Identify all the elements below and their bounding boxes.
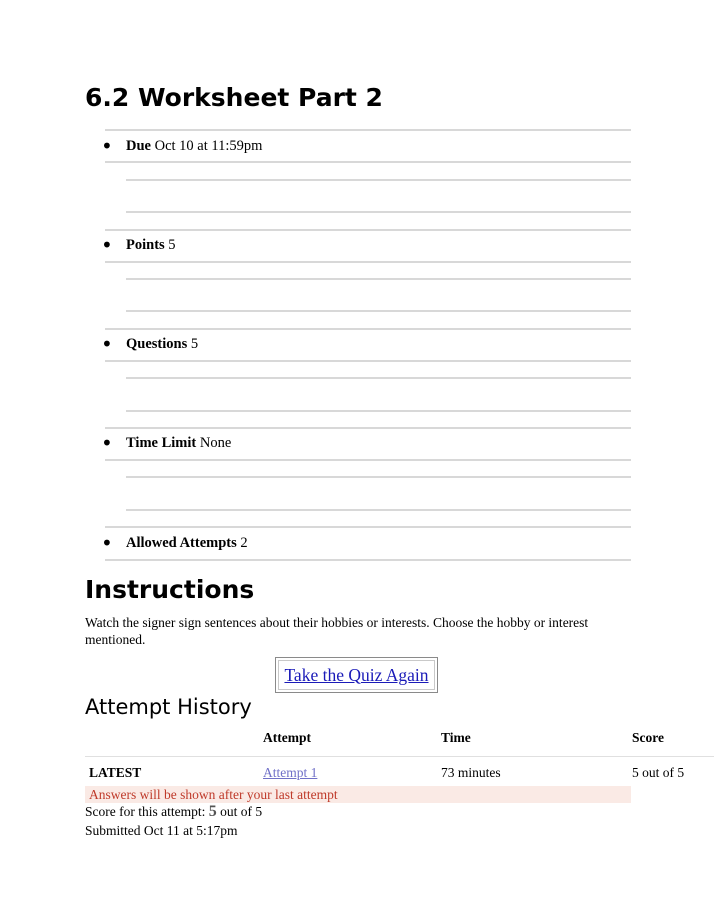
divider xyxy=(126,509,631,511)
divider xyxy=(105,427,631,429)
instructions-heading: Instructions xyxy=(85,575,255,604)
divider xyxy=(126,410,631,412)
divider xyxy=(105,526,631,528)
divider xyxy=(105,459,631,461)
divider xyxy=(126,278,631,280)
points-value: 5 xyxy=(168,237,176,253)
attempts-value: 2 xyxy=(240,535,248,551)
divider xyxy=(126,310,631,312)
questions-value: 5 xyxy=(190,336,199,352)
points-label: Points xyxy=(126,237,165,253)
bullet-icon: • xyxy=(101,233,113,257)
table-divider xyxy=(85,756,714,757)
bullet-icon: • xyxy=(101,531,113,555)
points-detail xyxy=(126,236,176,254)
divider xyxy=(105,161,631,163)
divider xyxy=(126,476,631,478)
divider xyxy=(126,179,631,181)
instructions-text: Watch the signer sign sentences about their hobbies or interests. Choose the hobby or interest mentioned. xyxy=(85,615,589,647)
time-limit-value: None xyxy=(199,435,232,451)
score-value: 5 xyxy=(208,803,217,820)
submitted-timestamp: Submitted Oct 11 at 5:17pm xyxy=(85,823,238,838)
page-title: 6.2 Worksheet Part 2 xyxy=(85,83,383,112)
questions-label: Questions xyxy=(126,336,188,352)
time-limit-detail xyxy=(126,434,231,452)
attempts-detail xyxy=(126,534,248,552)
score-prefix: Score for this attempt: xyxy=(85,804,206,819)
questions-detail xyxy=(126,335,198,353)
divider xyxy=(105,559,631,561)
attempt-history-heading: Attempt History xyxy=(85,695,252,719)
attempts-label: Allowed Attempts xyxy=(126,535,237,551)
due-detail xyxy=(126,137,262,155)
divider xyxy=(105,328,631,330)
divider xyxy=(105,229,631,231)
take-quiz-again-button[interactable]: Take the Quiz Again xyxy=(275,657,438,693)
due-label: Due xyxy=(126,138,151,154)
bullet-icon: • xyxy=(101,332,113,356)
score-summary xyxy=(85,803,262,821)
column-header-score: Score xyxy=(632,730,664,745)
due-value: Oct 10 at 11:59pm xyxy=(154,138,263,154)
answers-notice: Answers will be shown after your last attempt xyxy=(85,786,631,803)
column-header-time: Time xyxy=(441,730,471,745)
time-limit-label: Time Limit xyxy=(126,435,197,451)
attempt-1-link[interactable]: Attempt 1 xyxy=(263,765,318,780)
score-suffix: out of 5 xyxy=(220,804,263,819)
attempt-time: 73 minutes xyxy=(441,765,501,780)
divider xyxy=(105,129,631,131)
attempt-status-badge: LATEST xyxy=(89,765,142,780)
bullet-icon: • xyxy=(101,134,113,158)
column-header-attempt: Attempt xyxy=(263,730,311,745)
divider xyxy=(126,377,631,379)
bullet-icon: • xyxy=(101,431,113,455)
divider xyxy=(105,360,631,362)
divider xyxy=(126,211,631,213)
divider xyxy=(105,261,631,263)
attempt-score: 5 out of 5 xyxy=(632,765,685,780)
